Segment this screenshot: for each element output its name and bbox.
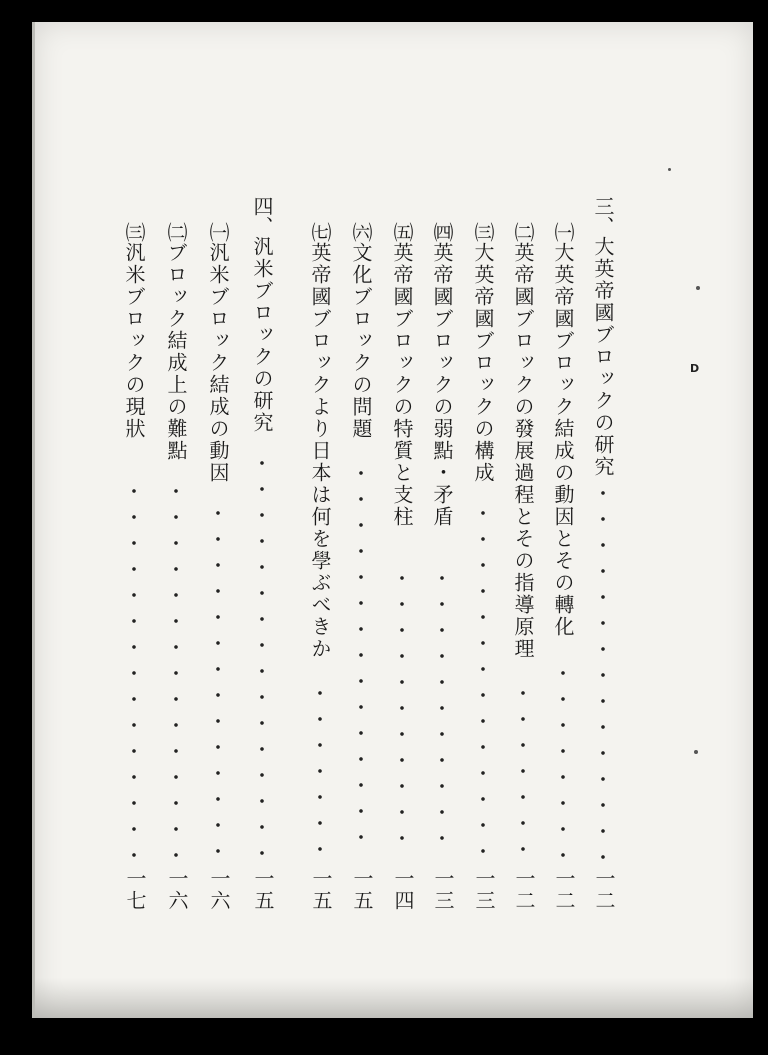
toc-leader-dots: [520, 680, 526, 860]
scan-speck: [668, 168, 671, 171]
toc-page-number: 一五: [350, 868, 374, 912]
side-label: D: [690, 362, 700, 375]
toc-page-number: 一六: [207, 868, 231, 912]
toc-entry-1: [553, 222, 573, 638]
toc-title: 英帝國ブロックの發展過程とその指導原理: [511, 242, 535, 660]
toc-number: ㈡: [164, 222, 188, 242]
toc-leader-dots: [399, 565, 405, 860]
toc-entry-4: [432, 222, 452, 528]
toc-leader-dots: [215, 500, 221, 860]
toc-leader-dots: [173, 478, 179, 860]
toc-title: 大英帝國ブロックの研究: [591, 236, 615, 478]
toc-number: ㈦: [308, 222, 332, 242]
toc-page-number: 一三: [431, 868, 455, 912]
toc-page-number: 一六: [165, 868, 189, 912]
toc-number: ㈥: [349, 222, 373, 242]
toc-title: 汎米ブロックの研究: [250, 236, 274, 434]
toc-leader-dots: [480, 500, 486, 860]
toc-page-number: 一七: [123, 868, 147, 912]
toc-leader-dots: [317, 680, 323, 860]
toc-heading-3: [593, 196, 613, 478]
toc-title: 大英帝國ブロック結成の動因とその轉化: [551, 242, 575, 638]
toc-leader-dots: [358, 460, 364, 860]
toc-title: 英帝國ブロックの弱點・矛盾: [430, 242, 454, 528]
toc-entry-9: [166, 222, 186, 462]
toc-number: ㈠: [206, 222, 230, 242]
toc-title: 英帝國ブロックより日本は何を學ぶべきか: [308, 242, 332, 660]
toc-number: ㈤: [390, 222, 414, 242]
toc-leader-dots: [560, 660, 566, 860]
toc-entry-6: [351, 222, 371, 440]
toc-page-number: 一二: [552, 868, 576, 912]
scan-speck: [694, 750, 698, 754]
toc-number: ㈢: [122, 222, 146, 242]
page-edge-shadow: [35, 978, 753, 1018]
toc-page-number: 一五: [251, 868, 275, 912]
toc-number: ㈢: [471, 222, 495, 242]
toc-heading-4: [252, 196, 272, 434]
toc-title: 汎米ブロック結成の動因: [206, 242, 230, 484]
toc-leader-dots: [259, 450, 265, 860]
toc-title: ブロック結成上の難點: [164, 242, 188, 462]
toc-page-number: 一三: [472, 868, 496, 912]
toc-leader-dots: [439, 565, 445, 860]
toc-leader-dots: [131, 478, 137, 860]
toc-number: 四、: [250, 196, 274, 236]
toc-entry-8: [208, 222, 228, 484]
scan-speck: [696, 286, 700, 290]
toc-page-number: 一四: [391, 868, 415, 912]
toc-leader-dots: [600, 480, 606, 860]
toc-entry-10: [124, 222, 144, 440]
toc-title: 大英帝國ブロックの構成: [471, 242, 495, 484]
toc-title: 文化ブロックの問題: [349, 242, 373, 440]
toc-entry-5: [392, 222, 412, 528]
toc-number: ㈡: [511, 222, 535, 242]
toc-title: 英帝國ブロックの特質と支柱: [390, 242, 414, 528]
toc-entry-2: [513, 222, 533, 660]
toc-entry-7: [310, 222, 330, 660]
toc-number: ㈣: [430, 222, 454, 242]
toc-number: ㈠: [551, 222, 575, 242]
toc-page-number: 一二: [512, 868, 536, 912]
toc-entry-3: [473, 222, 493, 484]
toc-title: 汎米ブロックの現狀: [122, 242, 146, 440]
toc-number: 三、: [591, 196, 615, 236]
toc-page-number: 一五: [309, 868, 333, 912]
toc-page-number: 一二: [592, 868, 616, 912]
